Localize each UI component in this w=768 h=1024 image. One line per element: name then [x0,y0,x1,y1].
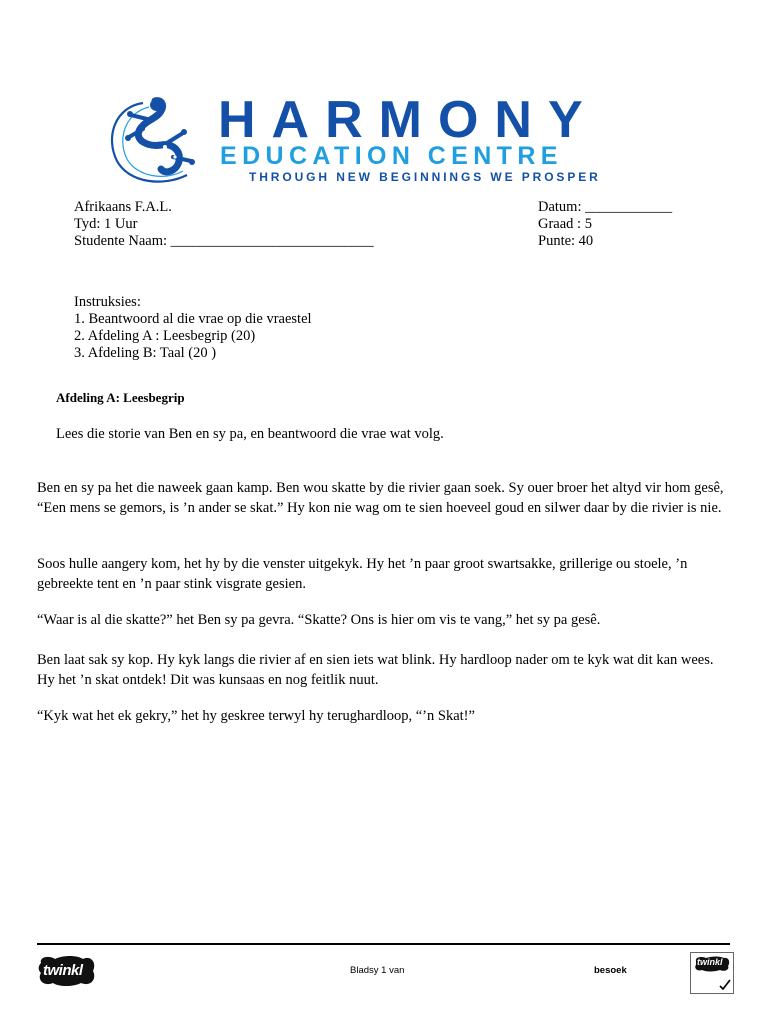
subject-label: Afrikaans F.A.L. [74,199,172,215]
instruction-item: 2. Afdeling A : Leesbegrip (20) [74,328,256,344]
gecko-logo-icon [103,97,213,187]
date-field: Datum: ____________ [538,199,673,215]
instruction-item: 1. Beantwoord al die vrae op die vraestel [74,311,312,327]
badge-brand-text: twinkl [697,957,723,967]
story-paragraph: Ben en sy pa het die naweek gaan kamp. Ben wou skatte by die rivier gaan soek. Sy ouer broer het altyd vir hom gesê, “Een mens se gemors, is ’n ander se skat.” Hy kon nie wag om te sien hoeveel goud en silwer daar by die rivier is nie. [37,480,724,516]
student-name-field: Studente Naam: ____________________________ [74,233,374,249]
twinkl-logo-icon [37,955,97,987]
section-a-intro: Lees die storie van Ben en sy pa, en beantwoord die vrae wat volg. [56,426,444,442]
story-paragraph: Ben laat sak sy kop. Hy kyk langs die rivier af en sien iets wat blink. Hy hardloop nader om te kyk wat dit kan wees. Hy het ’n skat ontdek! Dit was kunsaas en nog feitlik nuut. [37,652,714,688]
page-number-label: Bladsy 1 van [350,965,405,976]
twinkl-brand-text: twinkl [43,962,83,979]
instruction-item: 3. Afdeling B: Taal (20 ) [74,345,217,361]
story-paragraph: “Kyk wat het ek gekry,” het hy geskree terwyl hy terughardloop, “’n Skat!” [37,708,475,724]
section-a-heading: Afdeling A: Leesbegrip [56,390,185,405]
footer-divider [37,943,730,945]
story-paragraph: Soos hulle aangery kom, het hy by die venster uitgekyk. Hy het ’n paar groot swartsakke, grillerige ou stoele, ’n gebreekte tent en ’n paar stink visgrate gesien. [37,556,688,592]
logo-tagline: THROUGH NEW BEGINNINGS WE PROSPER [249,170,601,184]
checkmark-icon [719,979,731,991]
logo-subtitle: EDUCATION CENTRE [220,142,563,170]
logo-title: HARMONY [218,91,599,149]
grade-label: Graad : 5 [538,216,592,232]
marks-label: Punte: 40 [538,233,594,249]
story-paragraph: “Waar is al die skatte?” het Ben sy pa gevra. “Skatte? Ons is hier om vis te vang,” het sy pa gesê. [37,612,601,628]
time-label: Tyd: 1 Uur [74,216,138,232]
instructions-heading: Instruksies: [74,294,141,310]
quality-badge-icon [690,952,734,994]
visit-label: besoek [594,965,627,976]
